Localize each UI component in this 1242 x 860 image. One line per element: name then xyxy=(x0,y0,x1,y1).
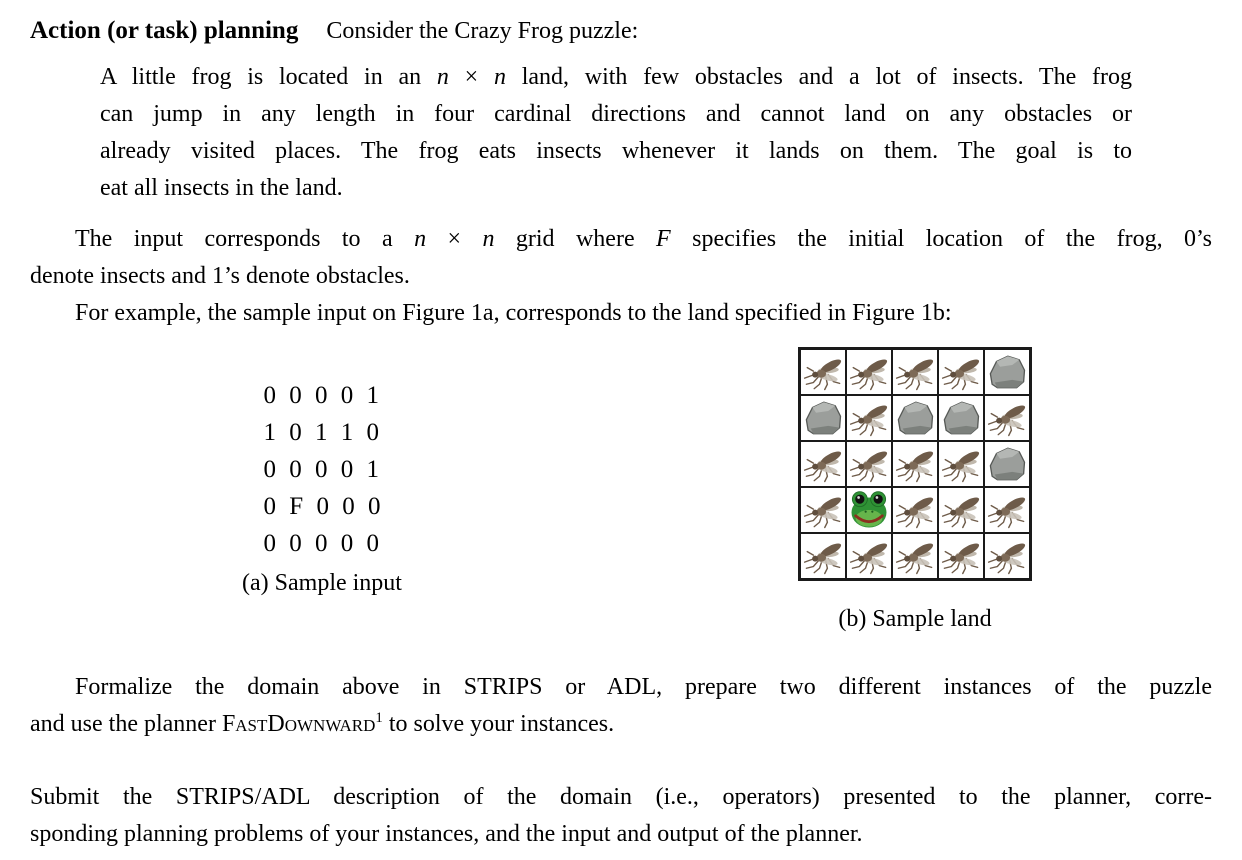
mosquito-icon xyxy=(940,351,982,393)
formalize-instruction-paragraph-line: and use the planner FastDownward$^1$ to solve your instances. xyxy=(30,710,615,737)
puzzle-description-quote xyxy=(100,59,1132,207)
mosquito-icon xyxy=(894,489,936,531)
mosquito-icon xyxy=(940,535,982,577)
mosquito-icon xyxy=(848,443,890,485)
mosquito-icon xyxy=(802,351,844,393)
land-cell-insect xyxy=(892,441,938,487)
sample-input-block-line: 1 0 1 1 0 xyxy=(263,419,380,446)
mosquito-icon xyxy=(940,443,982,485)
example-reference-paragraph-line: For example, the sample input on Figure 1a, corresponds to the land specified in Figure 1b: xyxy=(75,300,952,326)
land-cell-insect xyxy=(846,349,892,395)
example-reference-paragraph xyxy=(30,295,1212,332)
sample-input-block-line: 0 0 0 0 0 xyxy=(263,530,380,557)
mosquito-icon xyxy=(802,535,844,577)
figure-1 xyxy=(30,347,1212,633)
figure-1b-caption: (b) Sample land xyxy=(838,606,992,632)
mosquito-icon xyxy=(986,397,1028,439)
section-heading-title: Action (or task) planning xyxy=(30,17,299,44)
mosquito-icon xyxy=(986,535,1028,577)
land-cell-insect xyxy=(846,533,892,579)
land-cell-frog xyxy=(846,487,892,533)
submit-instruction-paragraph xyxy=(30,779,1212,853)
section-heading xyxy=(30,12,1212,50)
land-cell-insect xyxy=(846,441,892,487)
land-cell-rock xyxy=(800,395,846,441)
mosquito-icon xyxy=(848,351,890,393)
sample-input-block-line: 0 0 0 0 1 xyxy=(263,382,380,409)
rock-icon xyxy=(802,397,844,439)
land-cell-insect xyxy=(800,349,846,395)
figure-1a-caption: (a) Sample input xyxy=(242,570,402,596)
puzzle-description-quote-line: A little frog is located in an n × n land, with few obstacles and a lot of insects. The frog xyxy=(100,64,1132,90)
formalize-instruction-paragraph-line: Formalize the domain above in STRIPS or ADL, prepare two different instances of the puzzle xyxy=(75,674,1212,700)
figure-1b xyxy=(798,347,1032,638)
mosquito-icon xyxy=(894,443,936,485)
mosquito-icon xyxy=(848,397,890,439)
figure-1a xyxy=(192,377,452,602)
sample-land-grid xyxy=(798,347,1032,581)
land-cell-insect xyxy=(800,533,846,579)
land-cell-insect xyxy=(938,533,984,579)
land-cell-rock xyxy=(892,395,938,441)
land-cell-insect xyxy=(938,349,984,395)
puzzle-description-quote-line: can jump in any length in four cardinal directions and cannot land on any obstacles or xyxy=(100,101,1132,127)
section-heading-intro: Consider the Crazy Frog puzzle: xyxy=(326,18,639,44)
mosquito-icon xyxy=(986,489,1028,531)
land-cell-rock xyxy=(938,395,984,441)
submit-instruction-paragraph-line: sponding planning problems of your instances, and the input and output of the planner. xyxy=(30,821,863,847)
mosquito-icon xyxy=(802,443,844,485)
mosquito-icon xyxy=(894,535,936,577)
formalize-instruction-paragraph xyxy=(30,669,1212,743)
puzzle-description-quote-line: eat all insects in the land. xyxy=(100,175,343,201)
land-cell-insect xyxy=(938,487,984,533)
land-cell-insect xyxy=(892,487,938,533)
sample-input-block-line: 0 F 0 0 0 xyxy=(263,493,381,520)
land-cell-insect xyxy=(846,395,892,441)
mosquito-icon xyxy=(848,535,890,577)
mosquito-icon xyxy=(940,489,982,531)
rock-icon xyxy=(894,397,936,439)
land-cell-insect xyxy=(892,533,938,579)
sample-input-block xyxy=(264,377,381,562)
submit-instruction-paragraph-line: Submit the STRIPS/ADL description of the domain (i.e., operators) presented to the planner, corre- xyxy=(30,784,1212,810)
mosquito-icon xyxy=(802,489,844,531)
mosquito-icon xyxy=(894,351,936,393)
input-format-paragraph-line: denote insects and 1’s denote obstacles. xyxy=(30,263,410,289)
land-cell-rock xyxy=(984,441,1030,487)
puzzle-description-quote-line: already visited places. The frog eats insects whenever it lands on them. The goal is to xyxy=(100,138,1132,164)
sample-input-block-line: 0 0 0 0 1 xyxy=(263,456,380,483)
land-cell-insect xyxy=(938,441,984,487)
land-cell-insect xyxy=(800,487,846,533)
rock-icon xyxy=(940,397,982,439)
land-cell-insect xyxy=(984,395,1030,441)
land-cell-rock xyxy=(984,349,1030,395)
land-cell-insect xyxy=(984,487,1030,533)
land-cell-insect xyxy=(892,349,938,395)
frog-icon xyxy=(849,490,889,530)
land-cell-insect xyxy=(984,533,1030,579)
rock-icon xyxy=(986,443,1028,485)
input-format-paragraph xyxy=(30,221,1212,295)
rock-icon xyxy=(986,351,1028,393)
land-cell-insect xyxy=(800,441,846,487)
input-format-paragraph-line: The input corresponds to a n × n grid where F specifies the initial location of the frog, 0’s xyxy=(75,226,1213,252)
